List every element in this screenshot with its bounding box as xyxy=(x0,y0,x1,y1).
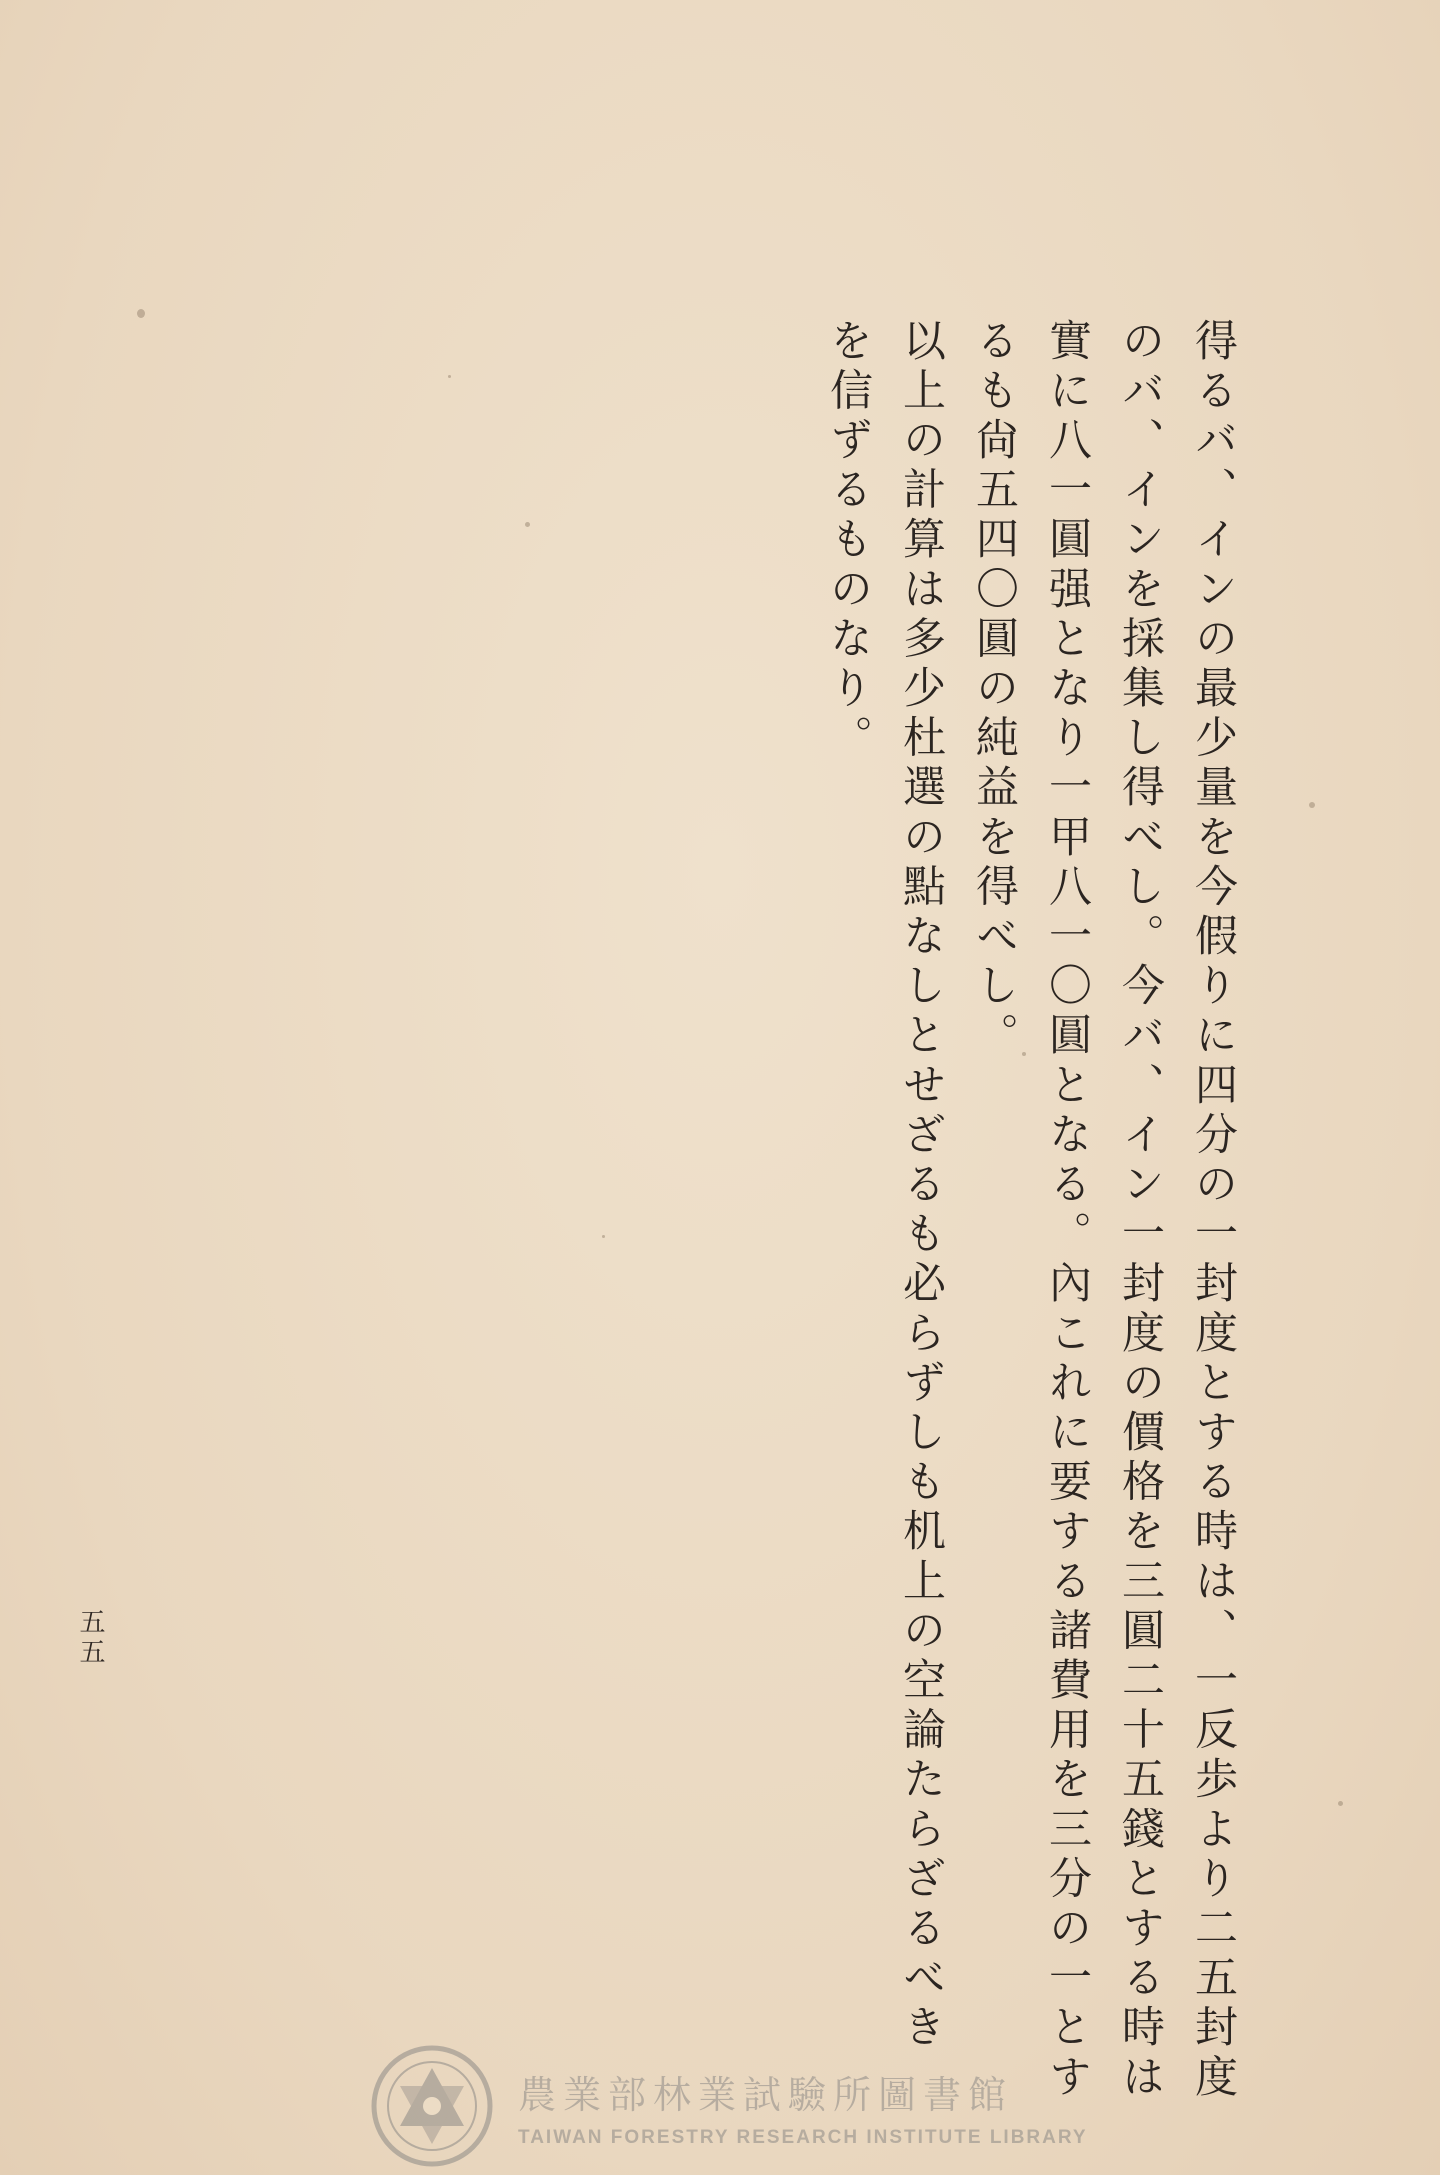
text-column: 得るバ、インの最少量を今假りに四分の一封度とする時は、一反歩より二五封度 xyxy=(1188,318,1238,2104)
text-column: 以上の計算は多少杜選の點なしとせざるも必らずしも机上の空論たらざるべき xyxy=(896,318,946,2054)
paper-speck xyxy=(525,522,530,527)
vertical-text-block xyxy=(823,318,1238,2104)
paper-speck xyxy=(602,1235,605,1238)
paper-speck xyxy=(1309,802,1315,808)
paper-speck xyxy=(137,309,145,318)
library-stamp xyxy=(368,2042,1088,2170)
page-number: 五五 xyxy=(75,1608,105,1668)
library-seal-icon xyxy=(368,2042,496,2170)
paper-speck xyxy=(448,375,451,378)
text-column: のバ、インを採集し得べし。今バ、イン一封度の價格を三圓二十五錢とする時は xyxy=(1115,318,1165,2104)
library-name-english: TAIWAN FORESTRY RESEARCH INSTITUTE LIBRARY xyxy=(518,2126,1088,2148)
text-column: 實に八一圓强となり一甲八一〇圓となる。內これに要する諸費用を三分の一とす xyxy=(1042,318,1092,2104)
paper-speck xyxy=(1338,1801,1343,1806)
text-column: を信ずるものなり。 xyxy=(823,318,873,765)
library-name-chinese: 農業部林業試驗所圖書館 xyxy=(518,2072,1014,2117)
text-column: るも尙五四〇圓の純益を得べし。 xyxy=(969,318,1019,1062)
